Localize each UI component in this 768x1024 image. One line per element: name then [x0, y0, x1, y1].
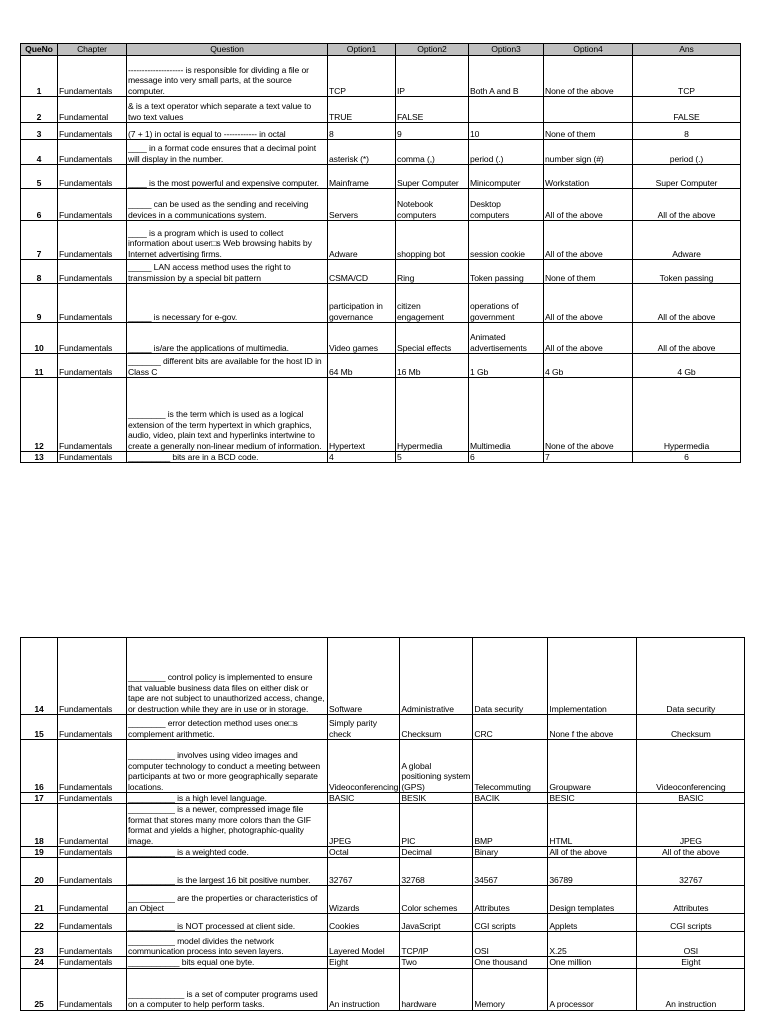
- option2-cell: Two: [400, 957, 473, 968]
- question-cell: ____________ is a set of computer programs used on a computer to help perform tasks.: [127, 968, 328, 1010]
- table-row: [21, 354, 741, 378]
- option1-cell: TRUE: [328, 97, 396, 123]
- option2-cell: 5: [396, 452, 469, 463]
- option2-cell: 16 Mb: [396, 354, 469, 378]
- option1-cell: An instruction: [328, 968, 400, 1010]
- option3-cell: CRC: [473, 715, 548, 740]
- option4-cell: All of the above: [544, 284, 633, 323]
- table-row: [21, 140, 741, 165]
- option3-cell: OSI: [473, 932, 548, 957]
- answer-cell: Videoconferencing: [637, 740, 745, 793]
- chapter-cell: Fundamentals: [58, 932, 127, 957]
- queno-cell: 17: [21, 793, 58, 804]
- question-cell: ___________ bits equal one byte.: [127, 957, 328, 968]
- option2-cell: JavaScript: [400, 914, 473, 932]
- option3-cell: CGI scripts: [473, 914, 548, 932]
- option3-cell: Both A and B: [469, 56, 544, 97]
- question-cell: _____ LAN access method uses the right to transmission by a special bit pattern: [127, 260, 328, 284]
- option4-cell: HTML: [548, 804, 637, 847]
- option4-cell: All of the above: [548, 847, 637, 858]
- option3-cell: 1 Gb: [469, 354, 544, 378]
- answer-cell: OSI: [637, 932, 745, 957]
- chapter-cell: Fundamentals: [58, 260, 127, 284]
- queno-cell: 2: [21, 97, 58, 123]
- option3-cell: Data security: [473, 638, 548, 715]
- answer-cell: Token passing: [633, 260, 741, 284]
- chapter-cell: Fundamental: [58, 97, 127, 123]
- answer-cell: Checksum: [637, 715, 745, 740]
- answer-cell: All of the above: [633, 189, 741, 221]
- question-cell: (7 + 1) in octal is equal to ------------ in octal: [127, 123, 328, 140]
- header-option3: Option3: [469, 44, 544, 56]
- chapter-cell: Fundamental: [58, 804, 127, 847]
- header-row: [21, 44, 741, 56]
- option3-cell: period (.): [469, 140, 544, 165]
- option2-cell: citizen engagement: [396, 284, 469, 323]
- queno-cell: 10: [21, 323, 58, 354]
- chapter-cell: Fundamental: [58, 886, 127, 914]
- queno-cell: 12: [21, 378, 58, 452]
- option4-cell: 4 Gb: [544, 354, 633, 378]
- chapter-cell: Fundamentals: [58, 858, 127, 886]
- option2-cell: comma (,): [396, 140, 469, 165]
- option4-cell: A processor: [548, 968, 637, 1010]
- table-row: [21, 932, 745, 957]
- table-row: [21, 804, 745, 847]
- question-cell: ____ is a program which is used to collect information about user□s Web browsing habits by Internet advertising firms.: [127, 221, 328, 260]
- queno-cell: 6: [21, 189, 58, 221]
- question-cell: __________ is a newer, compressed image file format that stores many more colors than the GIF format and yields a higher, photographic-quality image.: [127, 804, 328, 847]
- chapter-cell: Fundamentals: [58, 968, 127, 1010]
- queno-cell: 11: [21, 354, 58, 378]
- option2-cell: IP: [396, 56, 469, 97]
- option1-cell: asterisk (*): [328, 140, 396, 165]
- option3-cell: Attributes: [473, 886, 548, 914]
- option3-cell: 34567: [473, 858, 548, 886]
- option1-cell: Video games: [328, 323, 396, 354]
- option2-cell: PIC: [400, 804, 473, 847]
- question-cell: __________ is the largest 16 bit positive number.: [127, 858, 328, 886]
- option4-cell: None of them: [544, 260, 633, 284]
- table-row: [21, 715, 745, 740]
- option4-cell: 36789: [548, 858, 637, 886]
- option2-cell: Checksum: [400, 715, 473, 740]
- answer-cell: FALSE: [633, 97, 741, 123]
- question-cell: ________ control policy is implemented to ensure that valuable business data files on either disk or tape are not subject to unauthorized access, change, or destruction while they are in use or in storage.: [127, 638, 328, 715]
- table-row: [21, 56, 741, 97]
- option2-cell: Ring: [396, 260, 469, 284]
- queno-cell: 9: [21, 284, 58, 323]
- option1-cell: CSMA/CD: [328, 260, 396, 284]
- answer-cell: CGI scripts: [637, 914, 745, 932]
- option3-cell: operations of government: [469, 284, 544, 323]
- table-row: [21, 189, 741, 221]
- chapter-cell: Fundamentals: [58, 221, 127, 260]
- option3-cell: BMP: [473, 804, 548, 847]
- option4-cell: All of the above: [544, 189, 633, 221]
- option3-cell: Memory: [473, 968, 548, 1010]
- header-chapter: Chapter: [58, 44, 127, 56]
- answer-cell: All of the above: [633, 284, 741, 323]
- option1-cell: Cookies: [328, 914, 400, 932]
- chapter-cell: Fundamentals: [58, 189, 127, 221]
- answer-cell: Data security: [637, 638, 745, 715]
- option2-cell: 9: [396, 123, 469, 140]
- chapter-cell: Fundamentals: [58, 715, 127, 740]
- chapter-cell: Fundamentals: [58, 638, 127, 715]
- answer-cell: 8: [633, 123, 741, 140]
- table-row: [21, 452, 741, 463]
- chapter-cell: Fundamentals: [58, 323, 127, 354]
- queno-cell: 23: [21, 932, 58, 957]
- option4-cell: [544, 97, 633, 123]
- queno-cell: 13: [21, 452, 58, 463]
- question-cell: __________ model divides the network communication process into seven layers.: [127, 932, 328, 957]
- answer-cell: Eight: [637, 957, 745, 968]
- question-cell: __________ involves using video images and computer technology to conduct a meeting between participants at two or more geographically separate locations.: [127, 740, 328, 793]
- chapter-cell: Fundamentals: [58, 914, 127, 932]
- question-cell: _______ different bits are available for the host ID in Class C: [127, 354, 328, 378]
- question-cell: __________ are the properties or characteristics of an Object: [127, 886, 328, 914]
- option1-cell: Videoconferencing: [328, 740, 400, 793]
- table-row: [21, 260, 741, 284]
- table-row: [21, 378, 741, 452]
- answer-cell: Adware: [633, 221, 741, 260]
- option2-cell: FALSE: [396, 97, 469, 123]
- answer-cell: period (.): [633, 140, 741, 165]
- option4-cell: None of the above: [544, 378, 633, 452]
- question-cell: __________ is NOT processed at client side.: [127, 914, 328, 932]
- chapter-cell: Fundamentals: [58, 140, 127, 165]
- option3-cell: Telecommuting: [473, 740, 548, 793]
- header-queno: QueNo: [21, 44, 58, 56]
- option2-cell: BESIK: [400, 793, 473, 804]
- option3-cell: 10: [469, 123, 544, 140]
- option3-cell: BACIK: [473, 793, 548, 804]
- header-option1: Option1: [328, 44, 396, 56]
- table-row: [21, 740, 745, 793]
- option3-cell: Binary: [473, 847, 548, 858]
- option3-cell: session cookie: [469, 221, 544, 260]
- chapter-cell: Fundamentals: [58, 847, 127, 858]
- chapter-cell: Fundamentals: [58, 740, 127, 793]
- table-row: [21, 858, 745, 886]
- question-cell: _____ is necessary for e-gov.: [127, 284, 328, 323]
- answer-cell: All of the above: [633, 323, 741, 354]
- chapter-cell: Fundamentals: [58, 378, 127, 452]
- question-cell: _____ can be used as the sending and receiving devices in a communications system.: [127, 189, 328, 221]
- option1-cell: Mainframe: [328, 165, 396, 189]
- table-row: [21, 165, 741, 189]
- chapter-cell: Fundamentals: [58, 284, 127, 323]
- option4-cell: One million: [548, 957, 637, 968]
- option2-cell: Administrative: [400, 638, 473, 715]
- chapter-cell: Fundamentals: [58, 793, 127, 804]
- queno-cell: 20: [21, 858, 58, 886]
- header-question: Question: [127, 44, 328, 56]
- option2-cell: Special effects: [396, 323, 469, 354]
- option4-cell: 7: [544, 452, 633, 463]
- answer-cell: BASIC: [637, 793, 745, 804]
- header-option4: Option4: [544, 44, 633, 56]
- queno-cell: 14: [21, 638, 58, 715]
- table-row: [21, 914, 745, 932]
- option1-cell: TCP: [328, 56, 396, 97]
- option2-cell: hardware: [400, 968, 473, 1010]
- option1-cell: Simply parity check: [328, 715, 400, 740]
- option1-cell: 32767: [328, 858, 400, 886]
- question-cell: ________ is the term which is used as a logical extension of the term hypertext in which graphics, audio, video, plain text and hyperlinks intertwine to create a generally non-linear medium of information.: [127, 378, 328, 452]
- queno-cell: 18: [21, 804, 58, 847]
- option2-cell: Super Computer: [396, 165, 469, 189]
- answer-cell: JPEG: [637, 804, 745, 847]
- option1-cell: participation in governance: [328, 284, 396, 323]
- option3-cell: Token passing: [469, 260, 544, 284]
- chapter-cell: Fundamentals: [58, 56, 127, 97]
- option3-cell: One thousand: [473, 957, 548, 968]
- table-row: [21, 323, 741, 354]
- queno-cell: 16: [21, 740, 58, 793]
- option2-cell: TCP/IP: [400, 932, 473, 957]
- header-option2: Option2: [396, 44, 469, 56]
- queno-cell: 19: [21, 847, 58, 858]
- question-cell: __________ is a high level language.: [127, 793, 328, 804]
- queno-cell: 21: [21, 886, 58, 914]
- queno-cell: 25: [21, 968, 58, 1010]
- header-ans: Ans: [633, 44, 741, 56]
- queno-cell: 22: [21, 914, 58, 932]
- option1-cell: Eight: [328, 957, 400, 968]
- table-row: [21, 638, 745, 715]
- option3-cell: Desktop computers: [469, 189, 544, 221]
- question-cell: ________ error detection method uses one□s complement arithmetic.: [127, 715, 328, 740]
- option2-cell: Notebook computers: [396, 189, 469, 221]
- option1-cell: Layered Model: [328, 932, 400, 957]
- queno-cell: 1: [21, 56, 58, 97]
- table-row: [21, 284, 741, 323]
- answer-cell: TCP: [633, 56, 741, 97]
- table-row: [21, 886, 745, 914]
- option1-cell: 8: [328, 123, 396, 140]
- table-row: [21, 957, 745, 968]
- option4-cell: Design templates: [548, 886, 637, 914]
- option4-cell: Implementation: [548, 638, 637, 715]
- option4-cell: Workstation: [544, 165, 633, 189]
- question-table-2: [20, 637, 745, 1011]
- answer-cell: Hypermedia: [633, 378, 741, 452]
- option2-cell: shopping bot: [396, 221, 469, 260]
- option4-cell: None f the above: [548, 715, 637, 740]
- question-table-1: [20, 43, 741, 463]
- answer-cell: All of the above: [637, 847, 745, 858]
- table-row: [21, 221, 741, 260]
- option3-cell: Minicomputer: [469, 165, 544, 189]
- chapter-cell: Fundamentals: [58, 354, 127, 378]
- table-row: [21, 123, 741, 140]
- option1-cell: Software: [328, 638, 400, 715]
- option1-cell: Octal: [328, 847, 400, 858]
- option2-cell: Decimal: [400, 847, 473, 858]
- option3-cell: Multimedia: [469, 378, 544, 452]
- option2-cell: Color schemes: [400, 886, 473, 914]
- answer-cell: 4 Gb: [633, 354, 741, 378]
- option3-cell: [469, 97, 544, 123]
- chapter-cell: Fundamentals: [58, 957, 127, 968]
- queno-cell: 7: [21, 221, 58, 260]
- option1-cell: JPEG: [328, 804, 400, 847]
- option3-cell: 6: [469, 452, 544, 463]
- queno-cell: 8: [21, 260, 58, 284]
- question-cell: ____ in a format code ensures that a decimal point will display in the number.: [127, 140, 328, 165]
- option1-cell: Adware: [328, 221, 396, 260]
- table-row: [21, 97, 741, 123]
- chapter-cell: Fundamentals: [58, 165, 127, 189]
- chapter-cell: Fundamentals: [58, 123, 127, 140]
- queno-cell: 5: [21, 165, 58, 189]
- option4-cell: Applets: [548, 914, 637, 932]
- question-cell: _____ is/are the applications of multimedia.: [127, 323, 328, 354]
- queno-cell: 15: [21, 715, 58, 740]
- answer-cell: 6: [633, 452, 741, 463]
- option1-cell: 64 Mb: [328, 354, 396, 378]
- question-cell: & is a text operator which separate a text value to two text values: [127, 97, 328, 123]
- option2-cell: Hypermedia: [396, 378, 469, 452]
- option4-cell: X.25: [548, 932, 637, 957]
- queno-cell: 3: [21, 123, 58, 140]
- queno-cell: 4: [21, 140, 58, 165]
- option4-cell: None of them: [544, 123, 633, 140]
- question-cell: __________ is a weighted code.: [127, 847, 328, 858]
- answer-cell: An instruction: [637, 968, 745, 1010]
- option1-cell: Hypertext: [328, 378, 396, 452]
- table-row: [21, 793, 745, 804]
- answer-cell: Attributes: [637, 886, 745, 914]
- answer-cell: 32767: [637, 858, 745, 886]
- table-row: [21, 847, 745, 858]
- question-cell: -------------------- is responsible for dividing a file or message into very small parts, at the source computer.: [127, 56, 328, 97]
- option4-cell: BESIC: [548, 793, 637, 804]
- option4-cell: All of the above: [544, 323, 633, 354]
- option2-cell: 32768: [400, 858, 473, 886]
- option1-cell: 4: [328, 452, 396, 463]
- option4-cell: Groupware: [548, 740, 637, 793]
- option3-cell: Animated advertisements: [469, 323, 544, 354]
- option4-cell: number sign (#): [544, 140, 633, 165]
- option1-cell: Servers: [328, 189, 396, 221]
- table-row: [21, 968, 745, 1010]
- option4-cell: None of the above: [544, 56, 633, 97]
- question-cell: ____ is the most powerful and expensive computer.: [127, 165, 328, 189]
- option1-cell: Wizards: [328, 886, 400, 914]
- chapter-cell: Fundamentals: [58, 452, 127, 463]
- option2-cell: A global positioning system (GPS): [400, 740, 473, 793]
- queno-cell: 24: [21, 957, 58, 968]
- question-cell: _________ bits are in a BCD code.: [127, 452, 328, 463]
- option1-cell: BASIC: [328, 793, 400, 804]
- option4-cell: All of the above: [544, 221, 633, 260]
- answer-cell: Super Computer: [633, 165, 741, 189]
